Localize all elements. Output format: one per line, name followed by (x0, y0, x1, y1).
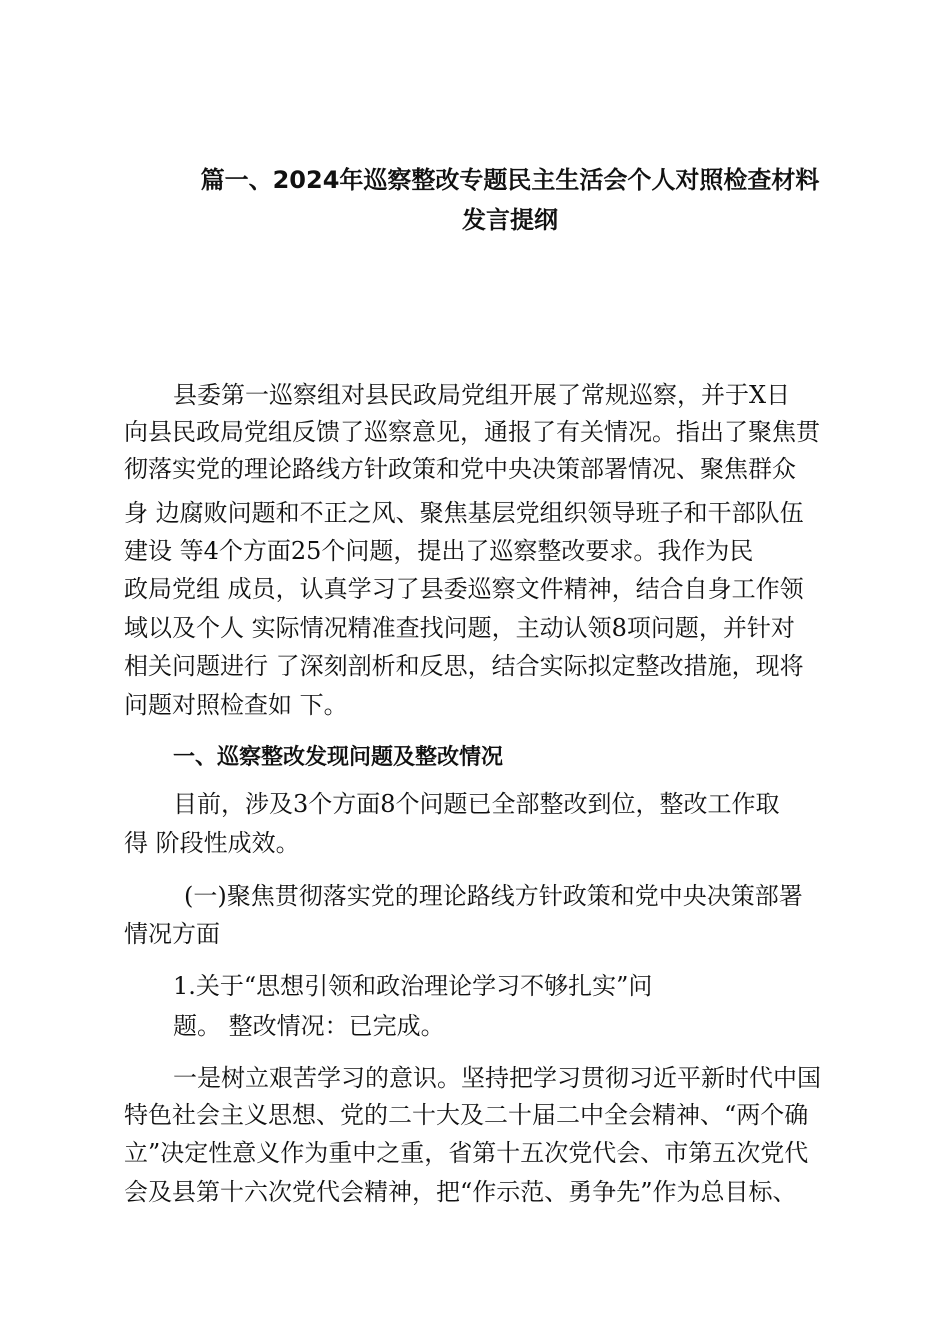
intro-line: 身 边腐败问题和不正之风、聚焦基层党组织领导班子和干部队伍 (124, 499, 804, 527)
section-line: 得 阶段性成效。 (124, 829, 300, 857)
para-line: 一是树立艰苦学习的意识。坚持把学习贯彻习近平新时代中国 (173, 1064, 821, 1092)
document-title (120, 160, 900, 240)
intro-line: 建设 等4个方面25个问题，提出了巡察整改要求。我作为民 (124, 537, 754, 565)
intro-line: 县委第一巡察组对县民政局党组开展了常规巡察，并于X日 (173, 381, 791, 409)
subsection-heading: 情况方面 (124, 920, 220, 948)
subsection-heading: (一)聚焦贯彻落实党的理论路线方针政策和党中央决策部署 (184, 882, 803, 910)
para-line: 立”决定性意义作为重中之重，省第十五次党代会、市第五次党代 (124, 1139, 809, 1167)
title-line-1: 篇一、2024年巡察整改专题民主生活会个人对照检查材料 (200, 166, 820, 194)
intro-line: 相关问题进行 了深刻剖析和反思，结合实际拟定整改措施，现将 (124, 652, 804, 680)
para-line: 会及县第十六次党代会精神，把“作示范、勇争先”作为总目标、 (124, 1178, 797, 1206)
intro-line: 政局党组 成员，认真学习了县委巡察文件精神，结合自身工作领 (124, 575, 804, 603)
title-line-2: 发言提纲 (462, 206, 558, 234)
section-heading: 一、巡察整改发现问题及整改情况 (173, 745, 504, 770)
para-line: 特色社会主义思想、党的二十大及二十届二中全会精神、“两个确 (124, 1101, 809, 1129)
intro-line: 彻落实党的理论路线方针政策和党中央决策部署情况、聚焦群众 (124, 455, 796, 483)
intro-line: 问题对照检查如 下。 (124, 691, 348, 719)
intro-line: 向县民政局党组反馈了巡察意见，通报了有关情况。指出了聚焦贯 (124, 418, 820, 446)
item-line: 题。 整改情况：已完成。 (173, 1012, 445, 1040)
intro-line: 域以及个人 实际情况精准查找问题，主动认领8项问题，并针对 (124, 614, 795, 642)
section-line: 目前，涉及3个方面8个问题已全部整改到位，整改工作取 (173, 790, 780, 818)
item-line: 1.关于“思想引领和政治理论学习不够扎实”问 (173, 972, 653, 1000)
